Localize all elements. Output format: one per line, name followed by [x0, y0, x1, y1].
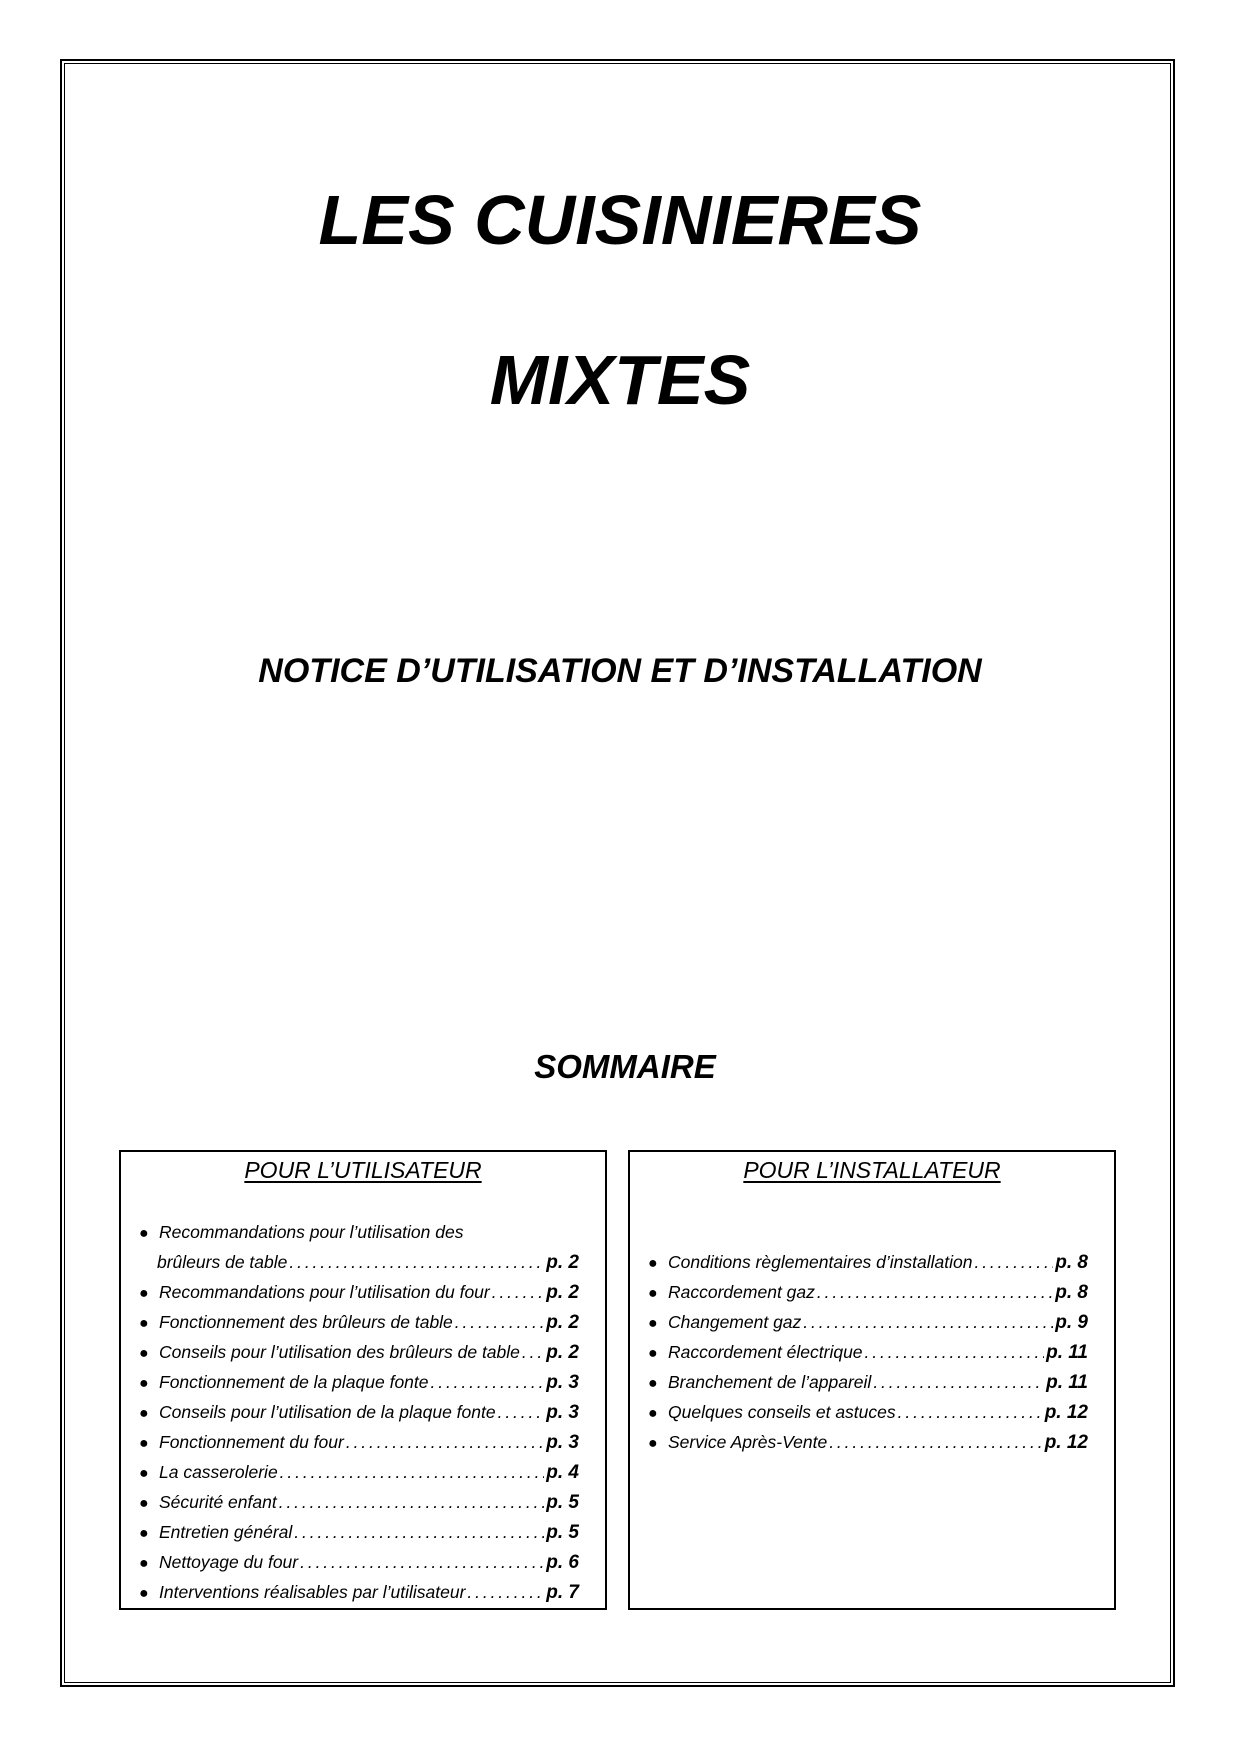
toc-item-label: Raccordement électrique	[668, 1342, 863, 1362]
leader-dots	[865, 1342, 1045, 1363]
toc-item[interactable]	[139, 1312, 579, 1342]
leader-dots	[803, 1312, 1053, 1333]
toc-item-page: p. 11	[1046, 1372, 1088, 1393]
bullet-icon: ●	[139, 1345, 149, 1362]
toc-item-page: p. 8	[1055, 1282, 1088, 1303]
user-section-heading	[121, 1157, 605, 1184]
bullet-icon: ●	[139, 1315, 149, 1332]
bullet-icon: ●	[648, 1405, 658, 1422]
bullet-icon: ●	[648, 1435, 658, 1452]
toc-item-page: p. 5	[546, 1522, 579, 1543]
bullet-icon: ●	[139, 1405, 149, 1422]
toc-item[interactable]	[139, 1522, 579, 1552]
toc-item-page: p. 3	[546, 1432, 579, 1453]
installer-section-heading-text: POUR L’INSTALLATEUR	[743, 1157, 1001, 1183]
leader-dots	[817, 1282, 1053, 1303]
toc-item-page: p. 2	[546, 1312, 579, 1333]
toc-item-page: p. 6	[546, 1552, 579, 1573]
toc-item-label: Entretien général	[159, 1522, 293, 1542]
bullet-icon: ●	[139, 1465, 149, 1482]
toc-item-label: Fonctionnement de la plaque fonte	[159, 1372, 429, 1392]
document-title-line1: LES CUISINIERES	[318, 181, 922, 259]
toc-item-label: Fonctionnement des brûleurs de table	[159, 1312, 453, 1332]
bullet-icon: ●	[139, 1285, 149, 1302]
user-contents-box	[119, 1150, 607, 1610]
toc-item[interactable]	[648, 1282, 1088, 1312]
toc-item[interactable]	[139, 1402, 579, 1432]
leader-dots	[898, 1402, 1043, 1423]
toc-item-label: Conditions règlementaires d’installation	[668, 1252, 973, 1272]
toc-item-page: p. 2	[546, 1252, 579, 1273]
toc-item-page: p. 9	[1055, 1312, 1088, 1333]
toc-item-label: Raccordement gaz	[668, 1282, 815, 1302]
leader-dots	[431, 1372, 545, 1393]
leader-dots	[346, 1432, 544, 1453]
leader-dots	[498, 1402, 545, 1423]
toc-item[interactable]	[139, 1222, 579, 1252]
user-section-heading-text: POUR L’UTILISATEUR	[244, 1157, 482, 1183]
toc-item[interactable]	[648, 1342, 1088, 1372]
toc-item[interactable]	[139, 1492, 579, 1522]
toc-item-page: p. 3	[546, 1402, 579, 1423]
toc-item-label: Changement gaz	[668, 1312, 802, 1332]
document-title-line2: MIXTES	[489, 341, 751, 419]
bullet-icon: ●	[139, 1375, 149, 1392]
toc-item-label: Recommandations pour l’utilisation des	[159, 1222, 464, 1242]
bullet-icon: ●	[648, 1375, 658, 1392]
toc-item[interactable]	[648, 1432, 1088, 1462]
leader-dots	[280, 1462, 545, 1483]
toc-item-label: La casserolerie	[159, 1462, 278, 1482]
toc-item[interactable]	[648, 1402, 1088, 1432]
leader-dots	[455, 1312, 544, 1333]
toc-item[interactable]	[139, 1462, 579, 1492]
toc-item[interactable]	[648, 1312, 1088, 1342]
toc-item-page: p. 5	[546, 1492, 579, 1513]
leader-dots	[873, 1372, 1044, 1393]
toc-item[interactable]	[139, 1552, 579, 1582]
bullet-icon: ●	[139, 1225, 149, 1242]
toc-item-page: p. 2	[546, 1282, 579, 1303]
leader-dots	[300, 1552, 544, 1573]
user-toc-list	[139, 1222, 579, 1612]
toc-item-page: p. 12	[1044, 1432, 1088, 1453]
toc-item-label: Nettoyage du four	[159, 1552, 299, 1572]
bullet-icon: ●	[648, 1315, 658, 1332]
document-subtitle: NOTICE D’UTILISATION ET D’INSTALLATION	[258, 652, 982, 690]
leader-dots	[289, 1252, 544, 1273]
toc-item-label: Conseils pour l’utilisation des brûleurs de table	[159, 1342, 520, 1362]
toc-item[interactable]	[139, 1432, 579, 1462]
leader-dots	[522, 1342, 544, 1363]
toc-item-label: Conseils pour l’utilisation de la plaque fonte	[159, 1402, 496, 1422]
toc-item-label: Quelques conseils et astuces	[668, 1402, 896, 1422]
toc-item-page: p. 11	[1046, 1342, 1088, 1363]
bullet-icon: ●	[139, 1525, 149, 1542]
toc-item[interactable]	[139, 1282, 579, 1312]
bullet-icon: ●	[139, 1585, 149, 1602]
installer-section-heading	[630, 1157, 1114, 1184]
leader-dots	[467, 1582, 544, 1603]
leader-dots	[279, 1492, 545, 1513]
toc-item-label: Branchement de l’appareil	[668, 1372, 872, 1392]
toc-item-page: p. 12	[1044, 1402, 1088, 1423]
bullet-icon: ●	[139, 1495, 149, 1512]
toc-item-continuation[interactable]	[139, 1252, 579, 1282]
leader-dots	[829, 1432, 1042, 1453]
toc-item-page: p. 4	[546, 1462, 579, 1483]
installer-toc-list	[648, 1252, 1088, 1462]
toc-item-page: p. 8	[1055, 1252, 1088, 1273]
bullet-icon: ●	[139, 1435, 149, 1452]
toc-item[interactable]	[648, 1372, 1088, 1402]
toc-item-page: p. 7	[546, 1582, 579, 1603]
leader-dots	[492, 1282, 545, 1303]
table-of-contents-title: SOMMAIRE	[534, 1048, 716, 1085]
leader-dots	[294, 1522, 544, 1543]
toc-item[interactable]	[139, 1342, 579, 1372]
toc-item-label: Interventions réalisables par l’utilisateur	[159, 1582, 466, 1602]
toc-item-label: Recommandations pour l’utilisation du four	[159, 1282, 490, 1302]
toc-item-label: brûleurs de table	[157, 1252, 288, 1272]
bullet-icon: ●	[139, 1555, 149, 1572]
toc-item-page: p. 3	[546, 1372, 579, 1393]
toc-item[interactable]	[648, 1252, 1088, 1282]
toc-item-label: Service Après-Vente	[668, 1432, 828, 1452]
installer-contents-box	[628, 1150, 1116, 1610]
toc-item-page: p. 2	[546, 1342, 579, 1363]
bullet-icon: ●	[648, 1345, 658, 1362]
leader-dots	[974, 1252, 1053, 1273]
toc-item[interactable]	[139, 1372, 579, 1402]
toc-item-label: Sécurité enfant	[159, 1492, 277, 1512]
toc-item[interactable]	[139, 1582, 579, 1612]
toc-item-label: Fonctionnement du four	[159, 1432, 344, 1452]
bullet-icon: ●	[648, 1255, 658, 1272]
bullet-icon: ●	[648, 1285, 658, 1302]
